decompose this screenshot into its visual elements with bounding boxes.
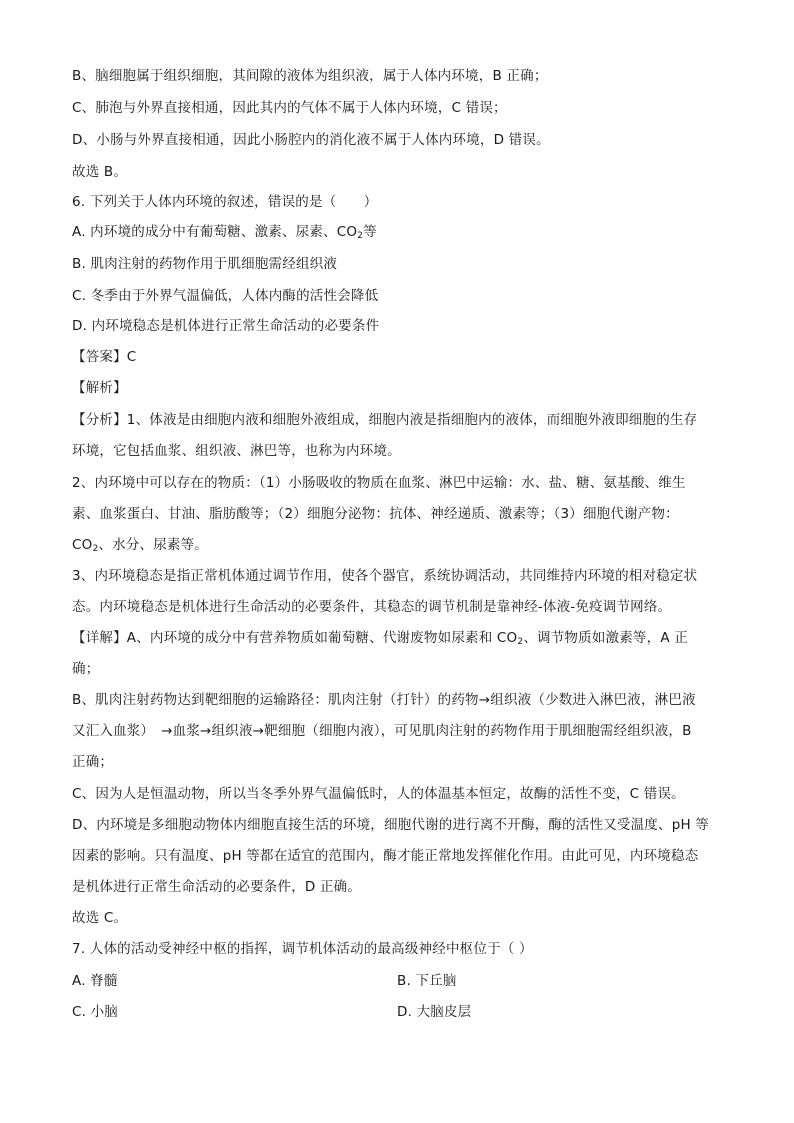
q6-detail-b-line-1: B、肌肉注射药物达到靶细胞的运输路径：肌肉注射（打针）的药物→组织液（少数进入淋巴液，淋巴液: [72, 692, 696, 708]
q6-detail-a-suffix: 、调节物质如激素等，A 正: [523, 630, 688, 646]
q6-option-a-suffix: 等: [363, 224, 377, 240]
q6-detail-a-line-1: [72, 628, 722, 648]
q6-detail-a-line-2: 确；: [72, 661, 100, 677]
q6-detail-b-line-3: 正确；: [72, 754, 114, 770]
q6-option-b: B. 肌肉注射的药物作用于肌细胞需经组织液: [72, 256, 338, 272]
prev-conclusion: 故选 B。: [72, 164, 128, 180]
q6-stem: 6. 下列关于人体内环境的叙述，错误的是（ ）: [72, 194, 378, 210]
q6-analysis-point-2-line-2: 素、血浆蛋白、甘油、脂肪酸等；（2）细胞分泌物：抗体、神经递质、激素等；（3）细胞代谢产物：: [72, 506, 679, 522]
prev-option-c-explanation: C、肺泡与外界直接相通，因此其内的气体不属于人体内环境，C 错误；: [72, 100, 507, 116]
q6-conclusion: 故选 C。: [72, 910, 128, 926]
q6-analysis-point-3-line-1: 3、内环境稳态是指正常机体通过调节作用，使各个器官，系统协调活动，共同维持内环境的相对稳定状: [72, 568, 698, 584]
q6-option-c: C. 冬季由于外界气温偏低，人体内酶的活性会降低: [72, 288, 379, 304]
q7-option-d: D. 大脑皮层: [397, 1004, 472, 1020]
q7-option-a: A. 脊髓: [72, 973, 118, 989]
q6-analysis-co2-subscript: 2: [92, 544, 99, 554]
q6-analysis-co2-suffix: 、水分、尿素等。: [98, 537, 208, 553]
q6-detail-c: C、因为人是恒温动物，所以当冬季外界气温偏低时，人的体温基本恒定，故酶的活性不变，C 错误。: [72, 786, 685, 802]
q6-detail-a-subscript: 2: [517, 637, 524, 647]
q6-option-a-subscript: 2: [357, 231, 364, 241]
prev-option-d-explanation: D、小肠与外界直接相通，因此小肠腔内的消化液不属于人体内环境，D 错误。: [72, 132, 550, 148]
q6-option-a-text: A. 内环境的成分中有葡萄糖、激素、尿素、CO: [72, 224, 358, 240]
q6-analysis-point-2-line-1: 2、内环境中可以存在的物质：（1）小肠吸收的物质在血浆、淋巴中运输：水、盐、糖、氨基酸、维生: [72, 475, 686, 491]
q6-detail-d-line-2: 因素的影响。只有温度、pH 等都在适宜的范围内，酶才能正常地发挥催化作用。由此可见，内环境稳态: [72, 848, 699, 864]
q6-analysis-point-1-line-1: 【分析】1、体液是由细胞内液和细胞外液组成，细胞内液是指细胞内的液体，而细胞外液即细胞的生存: [72, 412, 698, 428]
q7-option-b: B. 下丘脑: [397, 973, 457, 989]
q6-analysis-point-3-line-2: 态。内环境稳态是机体进行生命活动的必要条件，其稳态的调节机制是靠神经-体液-免疫调节网络。: [72, 599, 672, 615]
q6-option-a: [72, 222, 722, 242]
q7-stem: 7. 人体的活动受神经中枢的指挥，调节机体活动的最高级神经中枢位于（ ）: [72, 941, 533, 957]
q6-analysis-co2-text: CO: [72, 537, 93, 553]
q6-analysis-point-2-line-3: [72, 535, 722, 555]
q6-detail-d-line-1: D、内环境是多细胞动物体内细胞直接生活的环境，细胞代谢的进行离不开酶，酶的活性又受温度、pH 等: [72, 817, 710, 833]
q6-answer: 【答案】C: [72, 349, 137, 365]
q6-detail-a-text: 【详解】A、内环境的成分中有营养物质如葡萄糖、代谢废物如尿素和 CO: [72, 630, 518, 646]
q7-option-c: C. 小脑: [72, 1004, 119, 1020]
q6-detail-b-line-2: 又汇入血浆） →血浆→组织液→靶细胞（细胞内液），可见肌肉注射的药物作用于肌细胞需经组织液，B: [72, 723, 692, 739]
q6-analysis-heading: 【解析】: [72, 380, 127, 396]
q6-option-d: D. 内环境稳态是机体进行正常生命活动的必要条件: [72, 318, 380, 334]
q6-analysis-point-1-line-2: 环境，它包括血浆、组织液、淋巴等，也称为内环境。: [72, 443, 401, 459]
prev-option-b-explanation: B、脑细胞属于组织细胞，其间隙的液体为组织液，属于人体内环境，B 正确；: [72, 68, 548, 84]
q6-detail-d-line-3: 是机体进行正常生命活动的必要条件，D 正确。: [72, 879, 362, 895]
